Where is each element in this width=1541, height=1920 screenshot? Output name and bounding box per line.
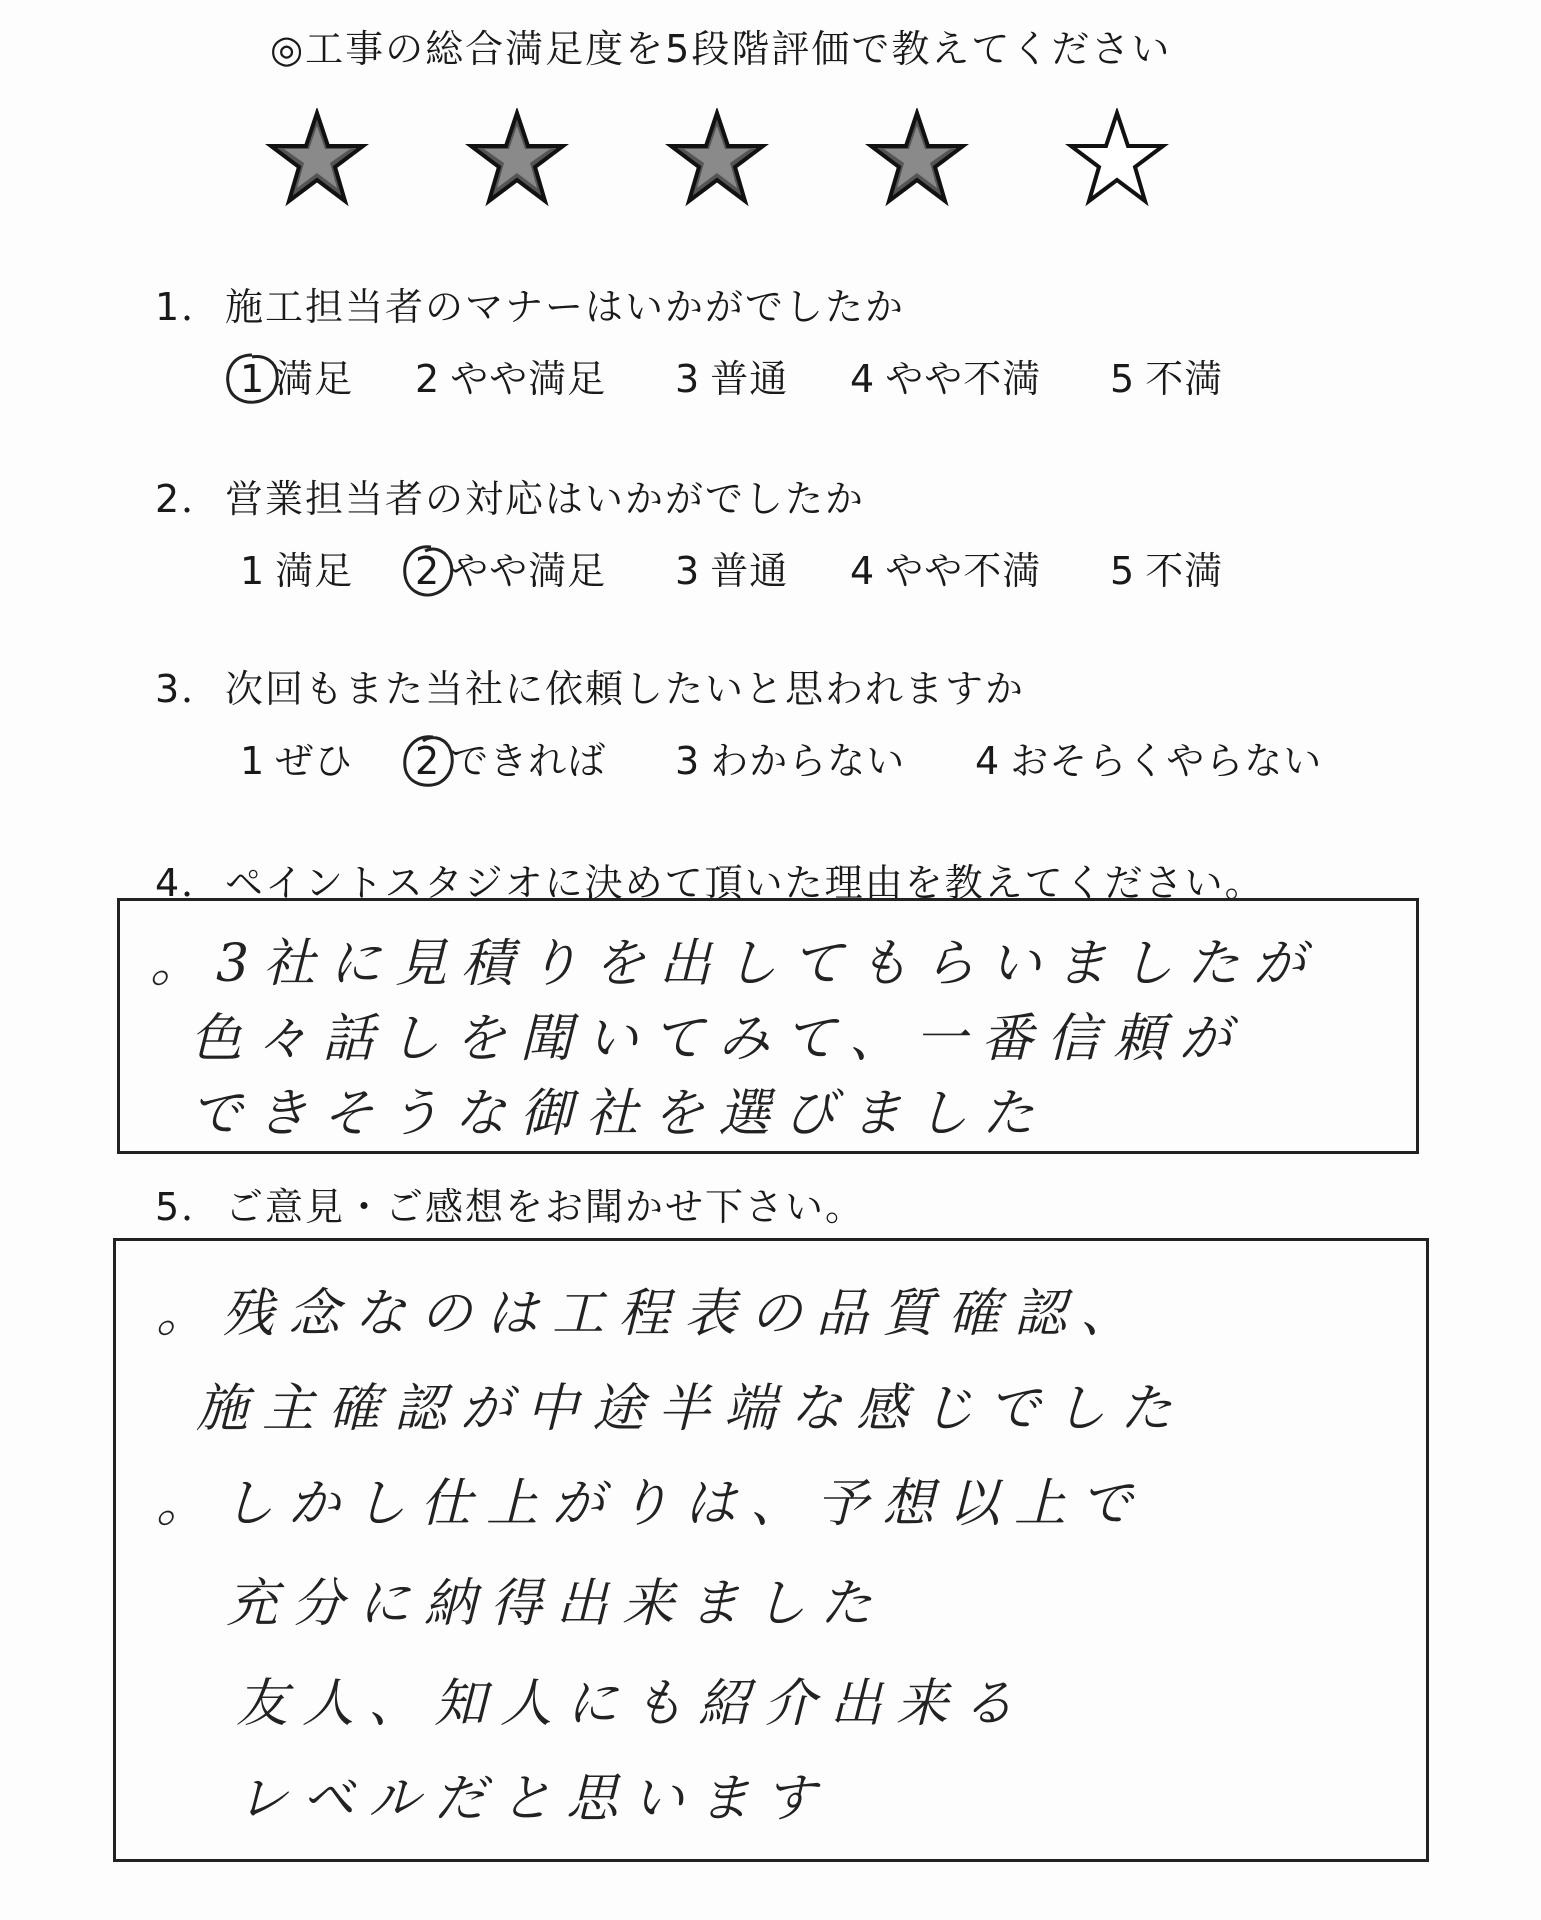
- q3-option-1-label: ぜひ: [275, 739, 354, 783]
- q5-answer-line-6: レベルだと思います: [236, 1769, 831, 1829]
- q3-option-3-label: わからない: [710, 739, 906, 783]
- question-5: [155, 1176, 865, 1231]
- q3-option-4[interactable]: [975, 730, 1322, 785]
- q2-option-1-label: 満足: [275, 549, 354, 593]
- q3-option-1-number: 1: [240, 739, 266, 783]
- q1-option-2[interactable]: [415, 348, 606, 403]
- q1-option-3[interactable]: [675, 348, 788, 403]
- q5-answer-box[interactable]: [113, 1238, 1429, 1862]
- star-empty-icon: [1065, 108, 1169, 208]
- q1-option-1[interactable]: [240, 348, 353, 403]
- q1-option-1-label: 満足: [275, 357, 354, 401]
- question-5-number: 5．: [155, 1185, 222, 1229]
- q2-option-2-number: 2: [415, 549, 441, 593]
- q1-option-3-label: 普通: [710, 357, 789, 401]
- q4-answer-box[interactable]: [117, 898, 1419, 1154]
- q2-option-1-number: 1: [240, 549, 266, 593]
- selected-circle-mark: [397, 539, 461, 603]
- question-1-number: 1．: [155, 285, 222, 329]
- q2-option-4[interactable]: [850, 540, 1041, 595]
- q2-option-5-label: 不満: [1145, 549, 1224, 593]
- q5-answer-line-4: 充分に納得出来ました: [226, 1574, 887, 1634]
- q2-option-3-label: 普通: [710, 549, 789, 593]
- q4-answer-line-2: 色々話しを聞いてみて、一番信頼が: [190, 1009, 1245, 1069]
- question-4-text: ペイントスタジオに決めて頂いた理由を教えてください。: [225, 861, 1265, 905]
- page-title: ◎工事の総合満足度を5段階評価で教えてください: [270, 27, 1172, 71]
- q2-option-2-label: やや満足: [450, 549, 607, 593]
- question-1-options: [240, 348, 1340, 401]
- star-filled-icon: [665, 108, 769, 208]
- question-3: [155, 658, 1025, 713]
- q3-option-1[interactable]: [240, 730, 353, 785]
- q3-option-4-label: おそらくやらない: [1010, 739, 1323, 783]
- q1-option-1-number: 1: [240, 357, 266, 401]
- question-2-text: 営業担当者の対応はいかがでしたか: [225, 477, 866, 521]
- q4-answer-line-3: できそうな御社を選びました: [190, 1084, 1049, 1144]
- selected-circle-mark: [397, 729, 461, 793]
- q5-answer-line-5: 友人、知人にも紹介出来る: [236, 1674, 1029, 1734]
- question-1: [155, 276, 905, 331]
- q1-option-2-number: 2: [415, 357, 441, 401]
- q3-option-4-number: 4: [975, 739, 1001, 783]
- q1-option-5[interactable]: [1110, 348, 1223, 403]
- question-4-number: 4．: [155, 861, 222, 905]
- q2-option-4-label: やや不満: [885, 549, 1042, 593]
- star-filled-icon: [265, 108, 369, 208]
- q5-answer-line-3: 。しかし仕上がりは、予想以上で: [156, 1474, 1147, 1534]
- q2-option-5-number: 5: [1110, 549, 1136, 593]
- q5-answer-line-2: 施主確認が中途半端な感じでした: [196, 1379, 1187, 1439]
- question-3-number: 3．: [155, 667, 222, 711]
- question-2-options: [240, 540, 1340, 593]
- selected-circle-mark: [222, 347, 286, 411]
- q3-option-2[interactable]: [415, 730, 606, 785]
- q3-option-2-label: できれば: [450, 739, 607, 783]
- q1-option-2-label: やや満足: [450, 357, 607, 401]
- q1-option-4-number: 4: [850, 357, 876, 401]
- q1-option-3-number: 3: [675, 357, 701, 401]
- q5-answer-line-1: 。残念なのは工程表の品質確認、: [156, 1284, 1147, 1344]
- star-filled-icon: [865, 108, 969, 208]
- q2-option-5[interactable]: [1110, 540, 1223, 595]
- q2-option-3-number: 3: [675, 549, 701, 593]
- q3-option-3-number: 3: [675, 739, 701, 783]
- q1-option-4[interactable]: [850, 348, 1041, 403]
- q4-answer-line-1: 。3社に見積りを出してもらいましたが: [150, 934, 1320, 994]
- rating-stars: [265, 108, 1165, 218]
- star-filled-icon: [465, 108, 569, 208]
- question-1-text: 施工担当者のマナーはいかがでしたか: [225, 285, 906, 329]
- question-3-options: [240, 730, 1340, 783]
- question-2-number: 2．: [155, 477, 222, 521]
- question-2: [155, 468, 865, 523]
- q3-option-3[interactable]: [675, 730, 905, 785]
- q1-option-5-label: 不満: [1145, 357, 1224, 401]
- q2-option-4-number: 4: [850, 549, 876, 593]
- question-3-text: 次回もまた当社に依頼したいと思われますか: [225, 667, 1026, 711]
- q2-option-1[interactable]: [240, 540, 353, 595]
- q3-option-2-number: 2: [415, 739, 441, 783]
- q1-option-4-label: やや不満: [885, 357, 1042, 401]
- q2-option-2[interactable]: [415, 540, 606, 595]
- question-5-text: ご意見・ご感想をお聞かせ下さい。: [225, 1185, 866, 1229]
- q2-option-3[interactable]: [675, 540, 788, 595]
- q1-option-5-number: 5: [1110, 357, 1136, 401]
